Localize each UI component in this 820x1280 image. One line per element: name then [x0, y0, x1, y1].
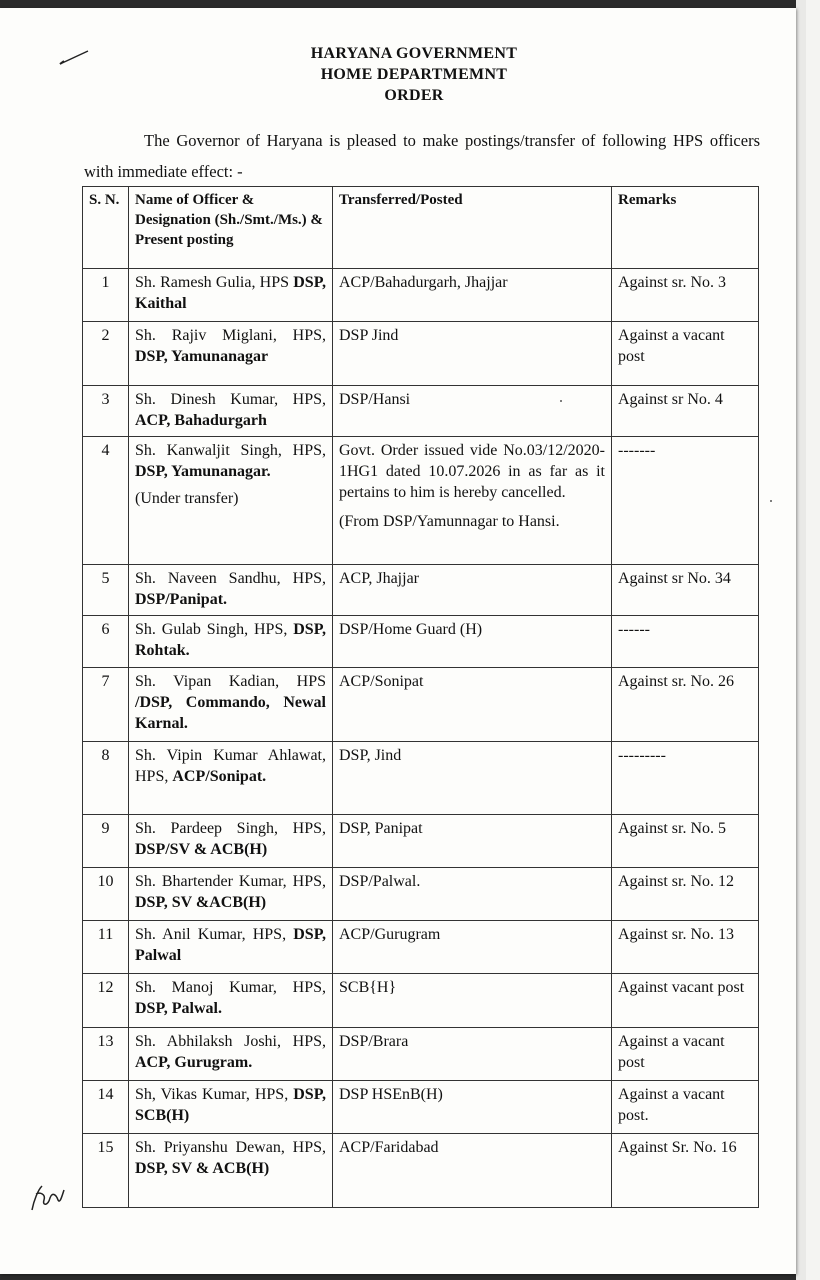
cell-sn: 13 — [83, 1028, 129, 1081]
col-header-sn: S. N. — [83, 187, 129, 269]
cell-name — [129, 322, 333, 386]
posted-text: Govt. Order issued vide No.03/12/2020-1HG1 dated 10.07.2026 in as far as it pertains to him is hereby cancelled. — [339, 442, 605, 501]
cell-posted: ACP/Gurugram — [333, 921, 612, 974]
cell-remarks: ------ — [612, 616, 759, 668]
cell-name — [129, 815, 333, 868]
officer-name: Sh. Vipin Kumar Ahlawat, HPS, — [135, 747, 326, 785]
cell-posted: DSP/Brara — [333, 1028, 612, 1081]
officer-name: Sh. Ramesh Gulia, HPS — [135, 274, 290, 291]
officer-designation: DSP, Rohtak. — [135, 621, 326, 659]
cell-posted: ACP, Jhajjar — [333, 565, 612, 616]
cell-remarks: ------- — [612, 437, 759, 565]
table-row — [83, 815, 759, 868]
cell-posted: ACP/Faridabad — [333, 1134, 612, 1208]
officer-name: Sh. Bhartender Kumar, HPS, — [135, 873, 326, 890]
officer-designation: /DSP, Commando, Newal Karnal. — [135, 694, 326, 732]
officer-name: Sh, Vikas Kumar, HPS, — [135, 1086, 289, 1103]
table-row — [83, 868, 759, 921]
officer-name: Sh. Gulab Singh, HPS, — [135, 621, 288, 638]
header-order: ORDER — [384, 87, 444, 104]
cell-name — [129, 668, 333, 742]
table-row — [83, 1081, 759, 1134]
table-row — [83, 386, 759, 437]
cell-name — [129, 742, 333, 815]
cell-posted: DSP/Hansi — [333, 386, 612, 437]
cell-posted: DSP HSEnB(H) — [333, 1081, 612, 1134]
cell-sn: 11 — [83, 921, 129, 974]
cell-posted: DSP, Jind — [333, 742, 612, 815]
table-row — [83, 322, 759, 386]
col-header-posted: Transferred/Posted — [333, 187, 612, 269]
header-government: HARYANA GOVERNMENT — [310, 45, 518, 62]
cell-remarks: Against Sr. No. 16 — [612, 1134, 759, 1208]
cell-remarks: Against a vacant post. — [612, 1081, 759, 1134]
cell-sn: 12 — [83, 974, 129, 1028]
table-row — [83, 974, 759, 1028]
cell-name — [129, 1134, 333, 1208]
officer-designation: DSP/Panipat. — [135, 591, 228, 608]
officer-name: Sh. Kanwaljit Singh, HPS, — [135, 442, 326, 459]
cell-name — [129, 616, 333, 668]
officer-designation: DSP, SCB(H) — [135, 1086, 326, 1124]
cell-name — [129, 437, 333, 565]
cell-sn: 10 — [83, 868, 129, 921]
cell-name — [129, 921, 333, 974]
table-row — [83, 269, 759, 322]
signature-icon — [28, 1180, 68, 1216]
cell-name — [129, 565, 333, 616]
cell-remarks: Against sr. No. 3 — [612, 269, 759, 322]
cell-remarks: Against sr. No. 12 — [612, 868, 759, 921]
cell-remarks: Against vacant post — [612, 974, 759, 1028]
cell-posted: ACP/Bahadurgarh, Jhajjar — [333, 269, 612, 322]
officer-note: (Under transfer) — [135, 490, 239, 507]
cell-remarks: Against a vacant post — [612, 322, 759, 386]
officer-designation: DSP, Palwal. — [135, 1000, 222, 1017]
officer-name: Sh. Vipan Kadian, HPS — [135, 673, 326, 690]
officer-name: Sh. Pardeep Singh, HPS, — [135, 820, 326, 837]
cell-remarks: --------- — [612, 742, 759, 815]
officer-designation: ACP, Gurugram. — [135, 1054, 253, 1071]
document-page — [0, 8, 796, 1274]
officer-designation: DSP/SV & ACB(H) — [135, 841, 268, 858]
cell-remarks: Against sr No. 4 — [612, 386, 759, 437]
scan-edge-inner — [806, 0, 820, 1280]
table-row — [83, 1134, 759, 1208]
officer-name: Sh. Abhilaksh Joshi, HPS, — [135, 1033, 326, 1050]
table-header-row — [83, 187, 759, 269]
cell-sn: 2 — [83, 322, 129, 386]
officer-name: Sh. Manoj Kumar, HPS, — [135, 979, 326, 996]
cell-name — [129, 386, 333, 437]
table-row — [83, 742, 759, 815]
table-row — [83, 565, 759, 616]
cell-name — [129, 974, 333, 1028]
cell-name — [129, 269, 333, 322]
cell-name — [129, 1081, 333, 1134]
table-row — [83, 921, 759, 974]
cell-remarks: Against sr. No. 26 — [612, 668, 759, 742]
cell-remarks: Against sr. No. 13 — [612, 921, 759, 974]
officer-name: Sh. Rajiv Miglani, HPS, — [135, 327, 326, 344]
scan-speck — [560, 400, 562, 402]
cell-posted: DSP, Panipat — [333, 815, 612, 868]
cell-sn: 5 — [83, 565, 129, 616]
table-row — [83, 616, 759, 668]
table-row — [83, 1028, 759, 1081]
col-header-remarks: Remarks — [612, 187, 759, 269]
officer-designation: DSP, SV & ACB(H) — [135, 1160, 270, 1177]
col-header-name: Name of Officer & Designation (Sh./Smt./Ms.) & Present posting — [129, 187, 333, 269]
officer-designation: DSP, Yamunanagar — [135, 348, 269, 365]
officer-designation: ACP, Bahadurgarh — [135, 412, 267, 429]
officer-name: Sh. Dinesh Kumar, HPS, — [135, 391, 326, 408]
cell-posted: DSP/Palwal. — [333, 868, 612, 921]
officer-designation: DSP, Yamunanagar. — [135, 463, 271, 480]
cell-sn: 14 — [83, 1081, 129, 1134]
cell-sn: 8 — [83, 742, 129, 815]
posted-note: (From DSP/Yamunnagar to Hansi. — [339, 513, 560, 530]
cell-sn: 15 — [83, 1134, 129, 1208]
cell-remarks: Against a vacant post — [612, 1028, 759, 1081]
officer-designation: DSP, SV &ACB(H) — [135, 894, 267, 911]
officer-name: Sh. Priyanshu Dewan, HPS, — [135, 1139, 326, 1156]
scan-speck — [770, 500, 772, 502]
cell-posted: DSP/Home Guard (H) — [333, 616, 612, 668]
table-row — [83, 437, 759, 565]
officer-designation: ACP/Sonipat. — [172, 768, 267, 785]
cell-sn: 6 — [83, 616, 129, 668]
header-department: HOME DEPARTMEMNT — [320, 66, 508, 83]
cell-sn: 7 — [83, 668, 129, 742]
cell-posted: SCB{H} — [333, 974, 612, 1028]
cell-sn: 1 — [83, 269, 129, 322]
officer-name: Sh. Anil Kumar, HPS, — [135, 926, 287, 943]
cell-remarks: Against sr No. 34 — [612, 565, 759, 616]
cell-posted: DSP Jind — [333, 322, 612, 386]
cell-posted: ACP/Sonipat — [333, 668, 612, 742]
officer-designation: DSP, Palwal — [135, 926, 326, 964]
cell-name — [129, 1028, 333, 1081]
transfer-table — [82, 186, 759, 1208]
cell-sn: 3 — [83, 386, 129, 437]
cell-sn: 9 — [83, 815, 129, 868]
cell-posted — [333, 437, 612, 565]
officer-designation: DSP, Kaithal — [135, 274, 327, 312]
cell-remarks: Against sr. No. 5 — [612, 815, 759, 868]
cell-sn: 4 — [83, 437, 129, 565]
officer-name: Sh. Naveen Sandhu, HPS, — [135, 570, 326, 587]
cell-name — [129, 868, 333, 921]
intro-paragraph: The Governor of Haryana is pleased to make postings/transfer of following HPS officers with immediate effect: - — [84, 131, 760, 181]
table-row — [83, 668, 759, 742]
